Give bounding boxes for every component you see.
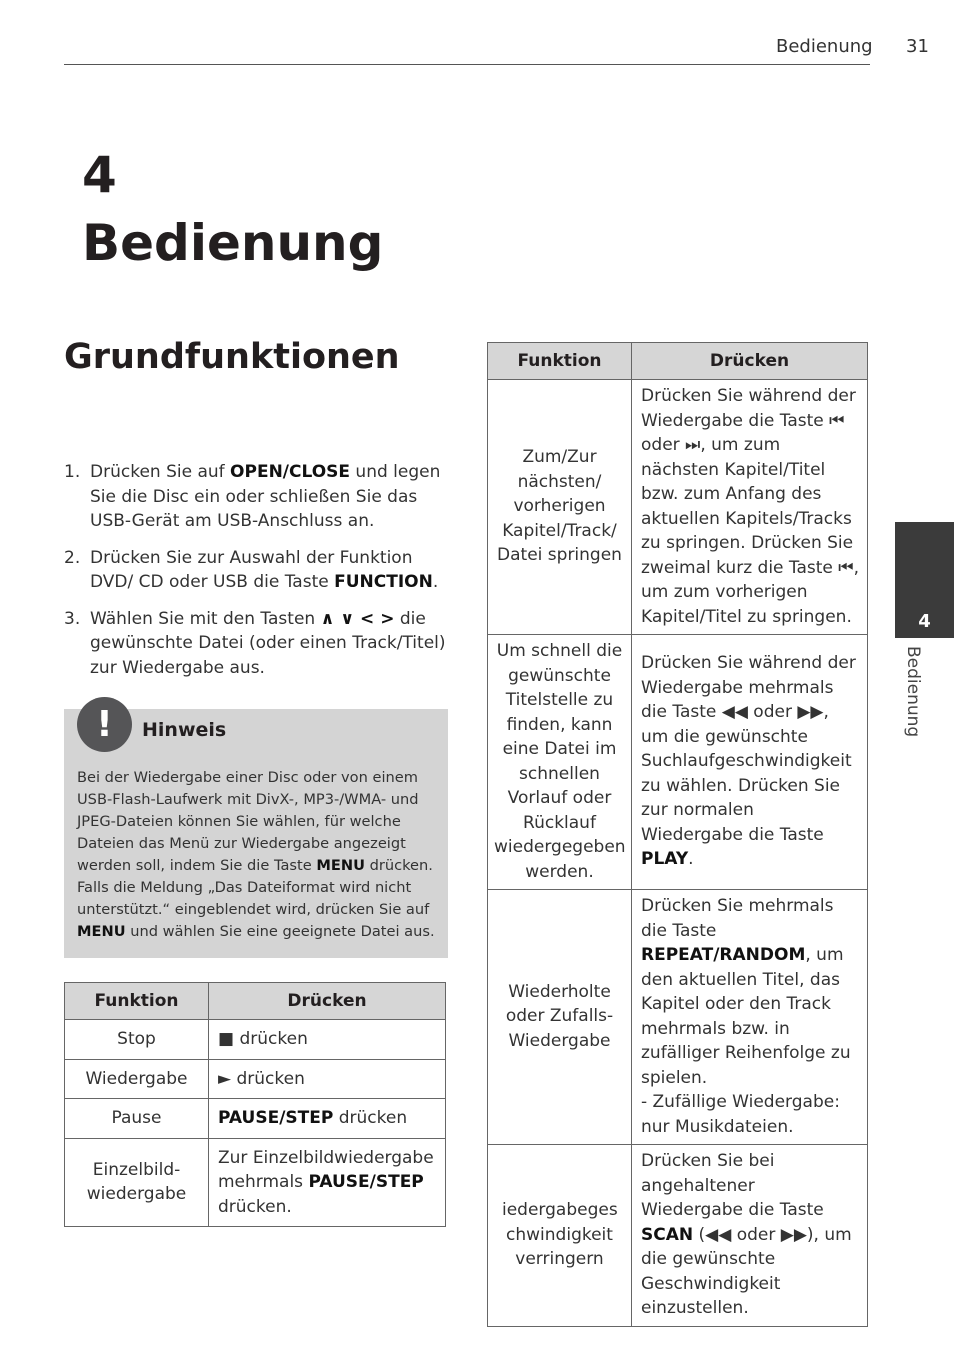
basic-functions-table bbox=[64, 982, 446, 1227]
table-row bbox=[65, 1020, 446, 1060]
press-text: Drücken Sie bei angehaltener Wiedergabe die Taste bbox=[641, 1151, 824, 1220]
press-key: PAUSE/STEP bbox=[308, 1172, 424, 1192]
press-text: drücken bbox=[333, 1108, 408, 1128]
press-text: Drücken Sie mehrmals die Taste bbox=[641, 896, 834, 941]
step-text: und legen Sie die Disc ein oder schließen Sie das USB-Gerät am USB-Anschluss an. bbox=[90, 462, 441, 531]
function-cell: iedergabeges chwindigkeit verringern bbox=[488, 1145, 632, 1327]
chapter-title: Bedienung bbox=[82, 214, 384, 272]
step-item bbox=[64, 460, 452, 534]
press-key: REPEAT/RANDOM bbox=[641, 945, 806, 965]
step-item bbox=[64, 607, 452, 681]
note-box bbox=[64, 704, 448, 958]
column-header: Funktion bbox=[65, 983, 209, 1020]
function-cell: Stop bbox=[65, 1020, 209, 1060]
step-text: Drücken Sie auf bbox=[90, 462, 231, 482]
note-text: Bei der Wiedergabe einer Disc oder von einem USB-Flash-Laufwerk mit DivX-, MP3-/WMA- und JPEG-Dateien können Sie wählen, für welche Dateien das Menü zur Wiedergabe angezeigt werden soll, indem Sie die Taste bbox=[77, 769, 419, 874]
step-number: 3. bbox=[64, 608, 81, 629]
function-cell: Einzelbild-wiedergabe bbox=[65, 1138, 209, 1227]
column-header: Drücken bbox=[632, 343, 868, 380]
function-cell: Wiederholte oder Zufalls-Wiedergabe bbox=[488, 890, 632, 1145]
press-cell bbox=[632, 1145, 868, 1327]
press-cell bbox=[209, 1099, 446, 1139]
step-key: FUNCTION bbox=[334, 572, 433, 592]
section-title: Grundfunktionen bbox=[64, 337, 400, 377]
note-key: MENU bbox=[77, 923, 126, 940]
press-text: , um den aktuellen Titel, das Kapitel oder den Track mehrmals bzw. in zufälliger Reihenfolge zu spielen. bbox=[641, 945, 851, 1088]
press-text: Zur Einzelbildwiedergabe mehrmals bbox=[218, 1147, 434, 1192]
table-row bbox=[488, 380, 868, 635]
header-divider bbox=[64, 64, 870, 65]
press-key: SCAN bbox=[641, 1224, 694, 1245]
step-key: ∧ ∨ < > bbox=[320, 608, 395, 629]
column-header: Funktion bbox=[488, 343, 632, 380]
press-text: drücken. bbox=[218, 1196, 292, 1217]
column-header: Drücken bbox=[209, 983, 446, 1020]
press-text: Drücken Sie während der Wiedergabe mehrmals die Taste ◀◀ oder ▶▶, um die gewünschte Suchlaufgeschwindigkeit zu wählen. Drücken Sie zur normalen Wiedergabe die Taste bbox=[641, 653, 856, 845]
step-text: Wählen Sie mit den Tasten bbox=[90, 608, 321, 629]
press-cell: Drücken Sie während der Wiedergabe die Taste ⏮ oder ⏭, um zum nächsten Kapitel/Titel bzw. zum Anfang des aktuellen Kapitels/Tracks zu springen. Drücken Sie zweimal kurz die Taste ⏮, um zum vorherigen Kapitel/Titel zu springen. bbox=[632, 380, 868, 635]
function-cell: Um schnell die gewünschte Titelstelle zu finden, kann eine Datei im schnellen Vorlauf oder Rücklauf wiedergegeben werden. bbox=[488, 635, 632, 890]
advanced-functions-table bbox=[487, 342, 868, 1327]
step-text: die gewünschte Datei (oder einen Track/Titel) zur Wiedergabe aus. bbox=[90, 608, 446, 678]
table-row bbox=[488, 890, 868, 1145]
table-row bbox=[65, 1138, 446, 1227]
table-row bbox=[65, 1059, 446, 1099]
press-key: PLAY bbox=[641, 849, 689, 870]
press-cell bbox=[632, 890, 868, 1145]
press-key: PAUSE/STEP bbox=[218, 1108, 334, 1128]
note-text: drücken. Falls die Meldung „Das Dateiformat wird nicht unterstützt.“ eingeblendet wird, drücken Sie auf bbox=[77, 857, 433, 918]
note-text: und wählen Sie eine geeignete Datei aus. bbox=[125, 923, 435, 940]
step-number: 2. bbox=[64, 547, 81, 568]
step-number: 1. bbox=[64, 462, 81, 482]
header-section-title: Bedienung bbox=[776, 36, 873, 57]
press-cell bbox=[209, 1138, 446, 1227]
table-header-row bbox=[488, 343, 868, 380]
step-key: OPEN/CLOSE bbox=[230, 462, 351, 482]
table-row bbox=[488, 1145, 868, 1327]
table-header-row bbox=[65, 983, 446, 1020]
step-item bbox=[64, 546, 452, 595]
function-cell: Pause bbox=[65, 1099, 209, 1139]
note-key: MENU bbox=[316, 857, 365, 874]
function-cell: Zum/Zur nächsten/ vorherigen Kapitel/Track/ Datei springen bbox=[488, 380, 632, 635]
press-cell: ■ drücken bbox=[209, 1020, 446, 1060]
page-number: 31 bbox=[906, 36, 929, 57]
press-cell: ► drücken bbox=[209, 1059, 446, 1099]
function-cell: Wiedergabe bbox=[65, 1059, 209, 1099]
note-title: Hinweis bbox=[142, 719, 227, 741]
press-cell bbox=[632, 635, 868, 890]
step-text: . bbox=[432, 572, 439, 592]
press-text: - Zufällige Wiedergabe: nur Musikdateien. bbox=[641, 1092, 840, 1137]
side-tab-label: Bedienung bbox=[903, 646, 923, 738]
chapter-side-tab bbox=[895, 522, 954, 638]
table-row bbox=[488, 635, 868, 890]
press-text: . bbox=[688, 849, 694, 870]
steps-list bbox=[64, 460, 452, 692]
table-row bbox=[65, 1099, 446, 1139]
step-text: Drücken Sie zur Auswahl der Funktion DVD/ CD oder USB die Taste bbox=[90, 547, 413, 592]
note-body bbox=[77, 767, 437, 943]
side-tab-number: 4 bbox=[918, 611, 931, 632]
press-text: (◀◀ oder ▶▶), um die gewünschte Geschwindigkeit einzustellen. bbox=[641, 1224, 852, 1318]
chapter-number: 4 bbox=[82, 146, 117, 204]
exclamation-icon: ! bbox=[77, 697, 132, 752]
